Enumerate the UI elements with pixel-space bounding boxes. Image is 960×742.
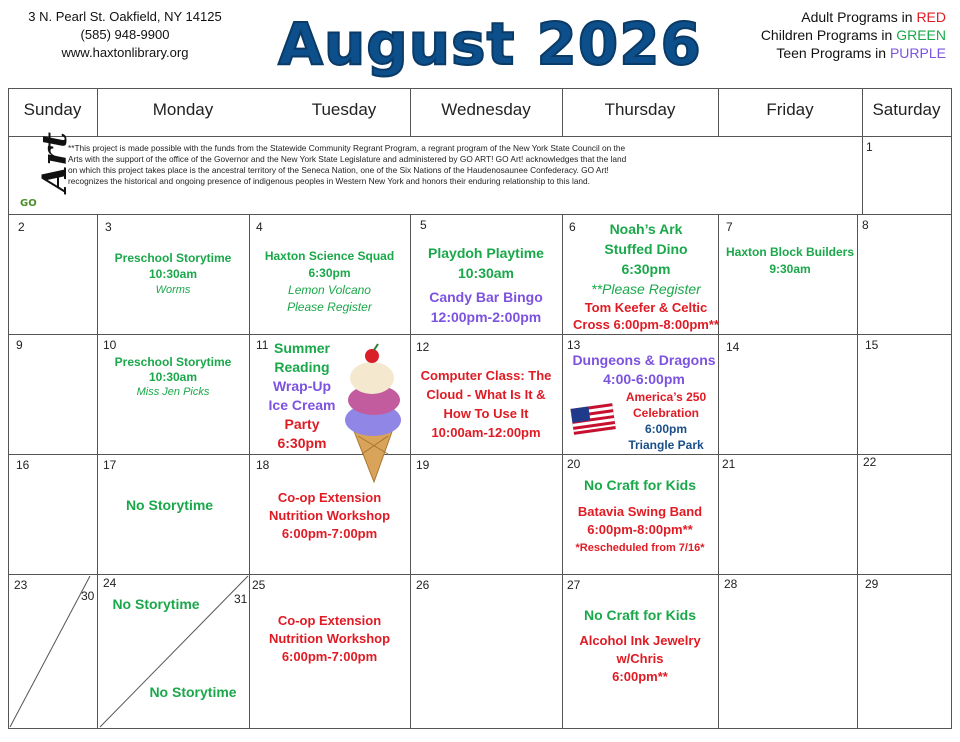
event-aug6: Noah’s Ark Stuffed Dino 6:30pm **Please Register Tom Keefer & Celtic Cross 6:00pm-8:00pm** <box>573 221 719 332</box>
weekday-tuesday: Tuesday <box>311 100 377 119</box>
date-3: 3 <box>105 220 112 234</box>
date-16: 16 <box>16 458 30 472</box>
date-8: 8 <box>862 218 869 232</box>
date-31: 31 <box>234 592 248 606</box>
svg-text:Art: Art <box>35 132 75 192</box>
event-summer-reading-wrapup: Summer Reading Wrap-Up Ice Cream Party 6:30pm <box>268 340 336 451</box>
event-preschool-storytime-aug3: Preschool Storytime 10:30am Worms <box>114 251 232 296</box>
event-no-storytime-aug17: No Storytime <box>125 497 214 513</box>
grant-acknowledgement: **This project is made possible with the funds from the Statewide Community Regrant Program, a regrant program of the New York State Council on the Arts with the support of the office of the Governor and the New York State Legislature and administered by GO ART! GO Art! acknowledges that the land on which this project takes place is the ancestral territory of the Seneca Nation, one of the Six Nations of the Haudenosaunee Confederacy. GO Art! recognizes the historical and ongoing presence of indigenous peoples in Western New York and honors their enduring relationship to this land. <box>68 143 627 186</box>
date-26: 26 <box>416 578 430 592</box>
date-7: 7 <box>726 220 733 234</box>
date-14: 14 <box>726 340 740 354</box>
date-4: 4 <box>256 220 263 234</box>
date-20: 20 <box>567 457 581 471</box>
date-17: 17 <box>103 458 117 472</box>
event-aug20: No Craft for Kids Batavia Swing Band 6:00pm-8:00pm** *Rescheduled from 7/16* <box>575 477 705 554</box>
website[interactable]: www.haxtonlibrary.org <box>61 45 189 60</box>
date-19: 19 <box>416 458 430 472</box>
weekday-friday: Friday <box>766 100 814 119</box>
event-aug27: No Craft for Kids Alcohol Ink Jewelry w/Chris 6:00pm** <box>579 607 701 684</box>
weekday-monday: Monday <box>152 100 214 119</box>
legend-teen: Teen Programs in PURPLE <box>776 45 946 61</box>
phone: (585) 948-9900 <box>80 27 170 42</box>
date-24: 24 <box>103 576 117 590</box>
legend-children: Children Programs in GREEN <box>760 27 946 43</box>
go-art-logo <box>18 132 75 210</box>
weekday-sunday: Sunday <box>23 100 82 119</box>
weekday-wednesday: Wednesday <box>441 100 531 119</box>
event-coop-extension-aug18: Co-op Extension Nutrition Workshop 6:00pm-7:00pm <box>268 490 391 541</box>
date-21: 21 <box>722 457 736 471</box>
date-6: 6 <box>569 220 576 234</box>
date-5: 5 <box>420 218 427 232</box>
date-10: 10 <box>103 338 117 352</box>
date-23: 23 <box>14 578 28 592</box>
event-no-storytime-aug24: No Storytime <box>112 596 200 612</box>
date-22: 22 <box>863 455 877 469</box>
address: 3 N. Pearl St. Oakfield, NY 14125 <box>28 9 222 24</box>
date-28: 28 <box>724 577 738 591</box>
event-coop-extension-aug25: Co-op Extension Nutrition Workshop 6:00pm-7:00pm <box>268 613 391 664</box>
date-30: 30 <box>81 589 95 603</box>
date-25: 25 <box>252 578 266 592</box>
event-no-storytime-aug31: No Storytime <box>149 684 237 700</box>
event-aug13: Dungeons & Dragons 4:00-6:00pm <box>572 352 716 387</box>
weekday-thursday: Thursday <box>604 100 676 119</box>
date-15: 15 <box>865 338 879 352</box>
event-computer-class: Computer Class: The Cloud - What Is It & How To Use It 10:00am-12:00pm <box>420 368 552 440</box>
date-11: 11 <box>256 338 269 352</box>
date-13: 13 <box>567 338 581 352</box>
date-27: 27 <box>567 578 581 592</box>
american-flag-icon <box>568 398 618 440</box>
page-title: August 2026 <box>278 10 702 78</box>
date-18: 18 <box>256 458 270 472</box>
event-aug5: Playdoh Playtime 10:30am Candy Bar Bingo 12:00pm-2:00pm <box>428 245 544 325</box>
legend-adult: Adult Programs in RED <box>801 9 946 25</box>
date-9: 9 <box>16 338 23 352</box>
date-2: 2 <box>18 220 25 234</box>
event-block-builders: Haxton Block Builders 9:30am <box>725 245 855 276</box>
library-contact <box>0 8 250 62</box>
event-americas-250: America’s 250 Celebration 6:00pm Triangle Park <box>625 390 707 452</box>
color-legend <box>761 8 946 62</box>
date-12: 12 <box>416 340 430 354</box>
svg-text:GO: GO <box>20 198 37 209</box>
date-1: 1 <box>866 140 873 154</box>
event-preschool-storytime-aug10: Preschool Storytime 10:30am Miss Jen Picks <box>114 355 232 398</box>
weekday-saturday: Saturday <box>872 100 941 119</box>
event-science-squad: Haxton Science Squad 6:30pm Lemon Volcano Please Register <box>264 249 395 314</box>
date-29: 29 <box>865 577 879 591</box>
ice-cream-cone-image <box>338 344 408 484</box>
